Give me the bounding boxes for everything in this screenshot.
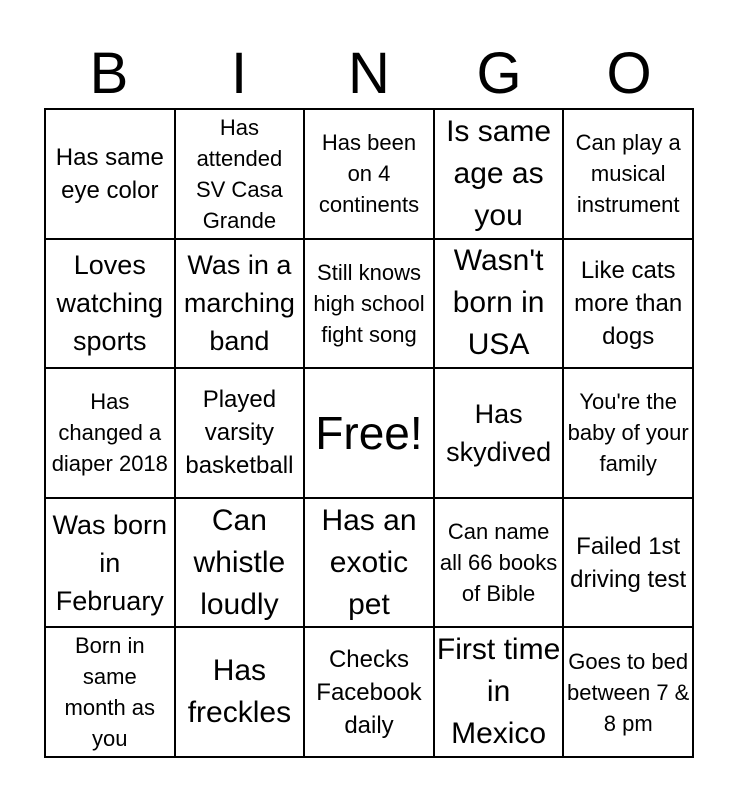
bingo-cell: Is same age as you [434,109,564,239]
bingo-cell: First time in Mexico [434,627,564,757]
bingo-cell: Still knows high school fight song [304,239,434,369]
bingo-cell: Can play a musical instrument [563,109,693,239]
bingo-cell: Has been on 4 continents [304,109,434,239]
bingo-cell: Was in a marching band [175,239,305,369]
bingo-cell: Has attended SV Casa Grande [175,109,305,239]
bingo-header [44,40,694,108]
bingo-cell: Has freckles [175,627,305,757]
bingo-cell: Has same eye color [45,109,175,239]
bingo-cell: Born in same month as you [45,627,175,757]
header-letter-b: B [89,41,129,106]
bingo-cell: Failed 1st driving test [563,498,693,628]
bingo-cell: Wasn't born in USA [434,239,564,369]
bingo-cell: Was born in February [45,498,175,628]
bingo-cell: Can name all 66 books of Bible [434,498,564,628]
bingo-grid [44,108,694,758]
bingo-cell: Has skydived [434,368,564,498]
header-letter-i: I [230,41,248,106]
free-space: Free! [304,368,434,498]
bingo-cell: Can whistle loudly [175,498,305,628]
bingo-cell: You're the baby of your family [563,368,693,498]
bingo-cell: Checks Facebook daily [304,627,434,757]
bingo-cell: Loves watching sports [45,239,175,369]
header-letter-g: G [476,41,522,106]
header-letter-o: O [606,41,652,106]
header-letter-n: N [348,41,390,106]
bingo-cell: Like cats more than dogs [563,239,693,369]
bingo-cell: Has changed a diaper 2018 [45,368,175,498]
bingo-cell: Played varsity basketball [175,368,305,498]
bingo-cell: Goes to bed between 7 & 8 pm [563,627,693,757]
bingo-cell: Has an exotic pet [304,498,434,628]
